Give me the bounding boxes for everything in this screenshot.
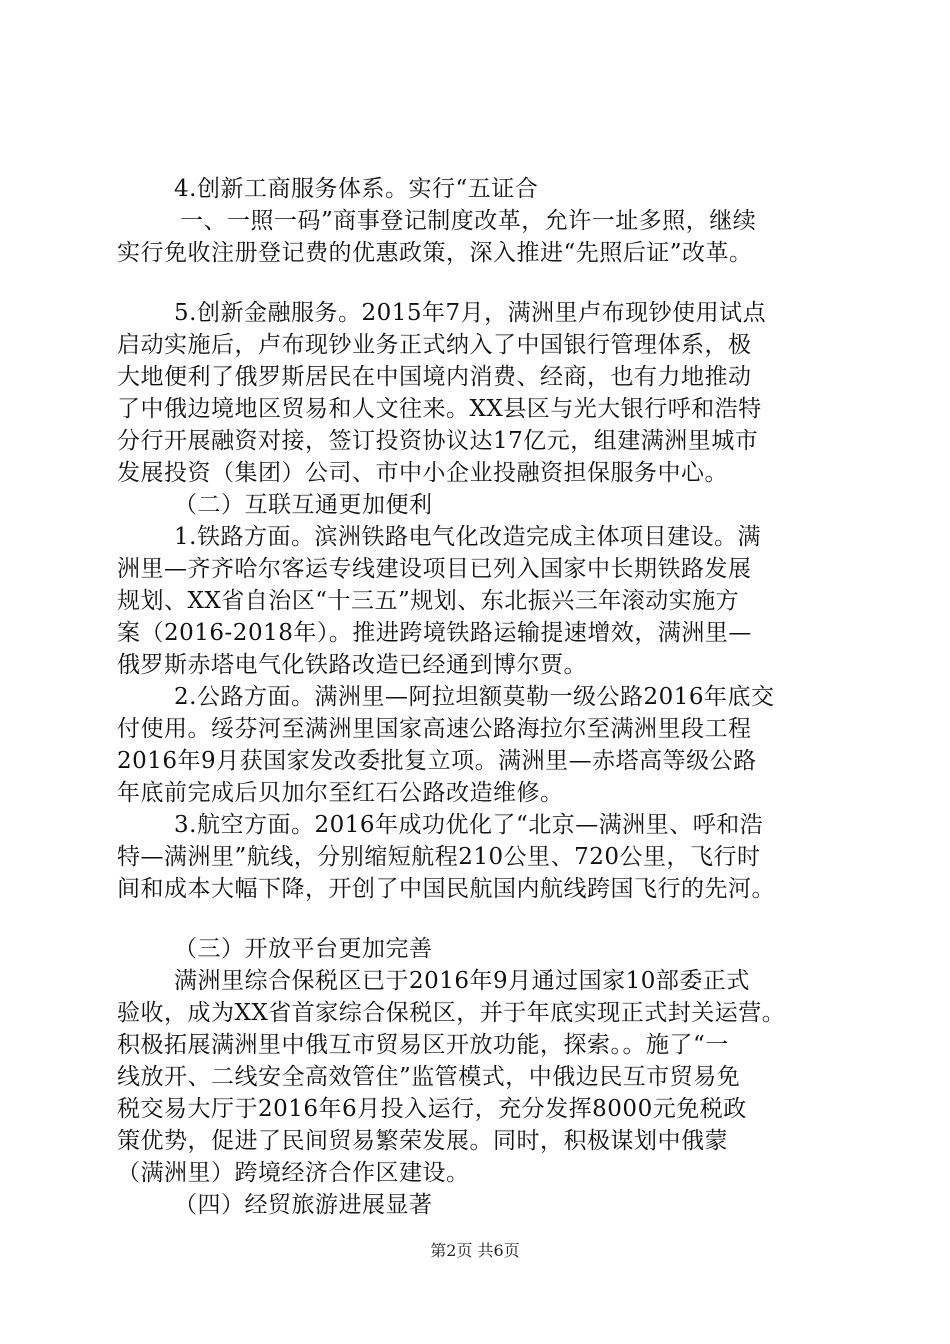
line-30: （满洲里）跨境经济合作区建设。 [117, 1160, 470, 1186]
line-16: 2.公路方面。满洲里—阿拉坦额莫勒一级公路2016年底交 [174, 684, 775, 710]
line-04: 5.创新金融服务。2015年7月，满洲里卢布现钞使用试点 [174, 300, 767, 326]
line-22: 间和成本大幅下降，开创了中国民航国内航线跨国飞行的先河。 [117, 876, 775, 902]
line-17: 付使用。绥芬河至满洲里国家高速公路海拉尔至满洲里段工程 [117, 716, 752, 742]
line-07: 了中俄边境地区贸易和人文往来。XX县区与光大银行呼和浩特 [117, 396, 762, 422]
line-11: 1.铁路方面。滨洲铁路电气化改造完成主体项目建设。满 [174, 524, 761, 550]
line-09: 发展投资（集团）公司、市中小企业投融资担保服务中心。 [117, 460, 728, 486]
line-18: 2016年9月获国家发改委批复立项。满洲里—赤塔高等级公路 [117, 748, 757, 774]
line-05: 启动实施后，卢布现钞业务正式纳入了中国银行管理体系，极 [117, 332, 752, 358]
line-27: 线放开、二线安全高效管住”监管模式，中俄边民互市贸易免 [117, 1064, 741, 1090]
line-21: 特—满洲里”航线，分别缩短航程210公里、720公里，飞行时 [117, 844, 761, 870]
line-26: 积极拓展满洲里中俄互市贸易区开放功能，探索。。施了“一 [117, 1032, 729, 1058]
line-13: 规划、XX省自治区“十三五”规划、东北振兴三年滚动实施方 [117, 588, 740, 614]
line-19: 年底前完成后贝加尔至红石公路改造维修。 [117, 780, 564, 806]
line-02: 一、一照一码”商事登记制度改革，允许一址多照，继续 [180, 208, 757, 234]
line-01: 4.创新工商服务体系。实行“五证合 [174, 176, 539, 202]
line-20: 3.航空方面。2016年成功优化了“北京—满洲里、呼和浩 [174, 812, 764, 838]
heading-section-3: （三）开放平台更加完善 [174, 936, 433, 962]
page-number-footer: 第2页 共6页 [430, 1241, 520, 1260]
line-29: 策优势，促进了民间贸易繁荣发展。同时，积极谋划中俄蒙 [117, 1128, 728, 1154]
line-25: 验收，成为XX省首家综合保税区，并于年底实现正式封关运营。 [117, 1000, 786, 1026]
line-12: 洲里—齐齐哈尔客运专线建设项目已列入国家中长期铁路发展 [117, 556, 752, 582]
heading-section-4: （四）经贸旅游进展显著 [174, 1192, 433, 1218]
line-14: 案（2016-2018年）。推进跨境铁路运输提速增效，满洲里— [117, 620, 752, 646]
line-03: 实行免收注册登记费的优惠政策，深入推进“先照后证”改革。 [117, 240, 753, 266]
line-24: 满洲里综合保税区已于2016年9月通过国家10部委正式 [174, 968, 750, 994]
heading-section-2: （二）互联互通更加便利 [174, 492, 433, 518]
line-15: 俄罗斯赤塔电气化铁路改造已经通到博尔贾。 [117, 652, 587, 678]
line-06: 大地便利了俄罗斯居民在中国境内消费、经商，也有力地推动 [117, 364, 752, 390]
line-08: 分行开展融资对接，签订投资协议达17亿元，组建满洲里城市 [117, 428, 759, 454]
line-28: 税交易大厅于2016年6月投入运行，充分发挥8000元免税政 [117, 1096, 747, 1122]
